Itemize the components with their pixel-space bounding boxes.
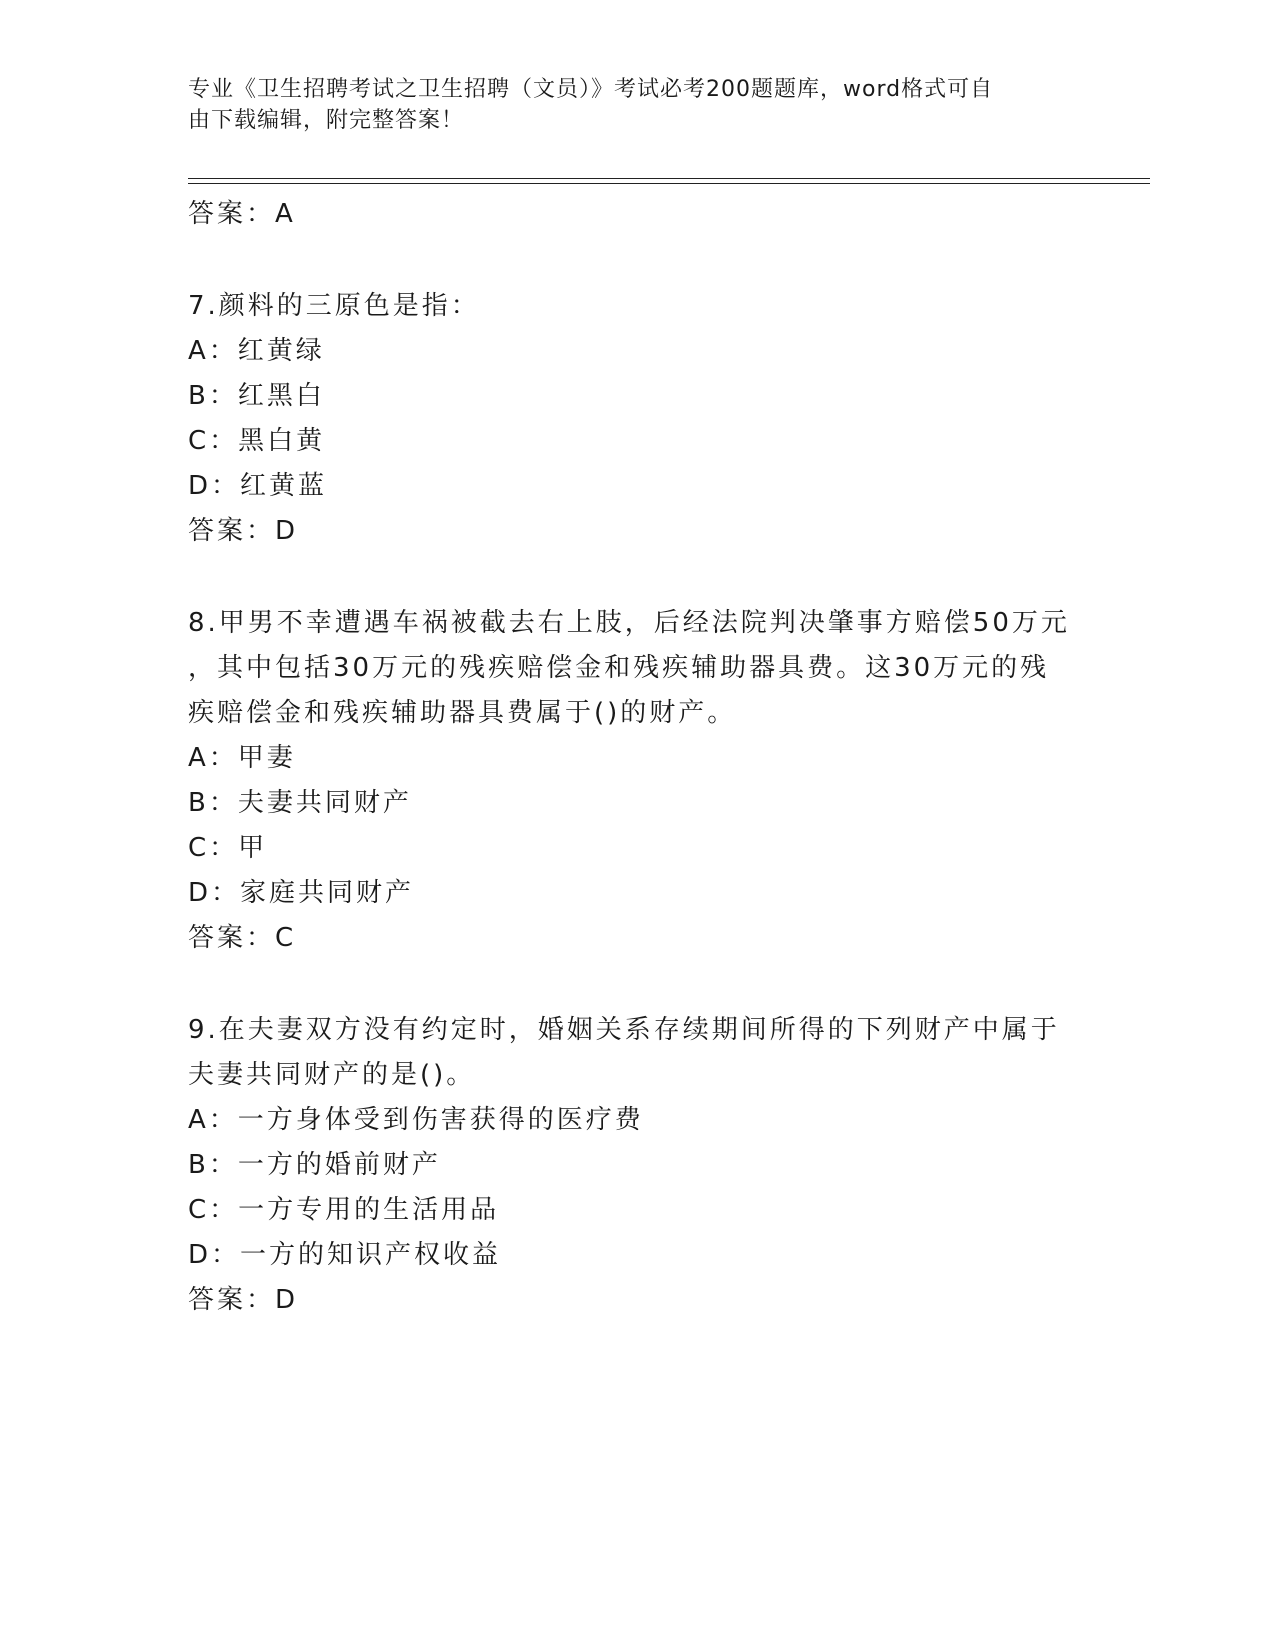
option-a: A：一方身体受到伤害获得的医疗费 bbox=[188, 1105, 644, 1135]
option-b: B：一方的婚前财产 bbox=[188, 1150, 441, 1180]
option-d: D：一方的知识产权收益 bbox=[188, 1240, 502, 1270]
document-header bbox=[188, 74, 1068, 136]
answer: 答案：D bbox=[188, 1285, 299, 1315]
option-a: A：甲妻 bbox=[188, 743, 296, 773]
question-stem: 8.甲男不幸遭遇车祸被截去右上肢，后经法院判决肇事方赔偿50万元 bbox=[188, 608, 1070, 638]
option-b: B：夫妻共同财产 bbox=[188, 788, 412, 818]
option-b: B：红黑白 bbox=[188, 381, 325, 411]
question-8 bbox=[188, 601, 1088, 961]
question-stem: 7.颜料的三原色是指： bbox=[188, 291, 480, 321]
answer: 答案：D bbox=[188, 516, 299, 546]
question-9 bbox=[188, 1008, 1088, 1323]
question-list bbox=[188, 192, 1088, 1323]
header-divider-top bbox=[188, 178, 1150, 179]
question-stem: 夫妻共同财产的是()。 bbox=[188, 1060, 476, 1090]
previous-answer: 答案：A bbox=[188, 199, 296, 229]
option-d: D：家庭共同财产 bbox=[188, 878, 415, 908]
option-a: A：红黄绿 bbox=[188, 336, 325, 366]
answer: 答案：C bbox=[188, 923, 297, 953]
header-line-1: 专业《卫生招聘考试之卫生招聘（文员）》考试必考200题题库，word格式可自 bbox=[188, 77, 994, 102]
question-stem: ，其中包括30万元的残疾赔偿金和残疾辅助器具费。这30万元的残 bbox=[188, 653, 1050, 683]
header-divider-bottom bbox=[188, 183, 1150, 184]
option-c: C：一方专用的生活用品 bbox=[188, 1195, 500, 1225]
option-d: D：红黄蓝 bbox=[188, 471, 328, 501]
header-line-2: 由下载编辑，附完整答案！ bbox=[188, 108, 465, 133]
question-stem: 9.在夫妻双方没有约定时，婚姻关系存续期间所得的下列财产中属于 bbox=[188, 1015, 1060, 1045]
question-7 bbox=[188, 284, 1088, 554]
question-stem: 疾赔偿金和残疾辅助器具费属于()的财产。 bbox=[188, 698, 737, 728]
option-c: C：甲 bbox=[188, 833, 268, 863]
option-c: C：黑白黄 bbox=[188, 426, 326, 456]
